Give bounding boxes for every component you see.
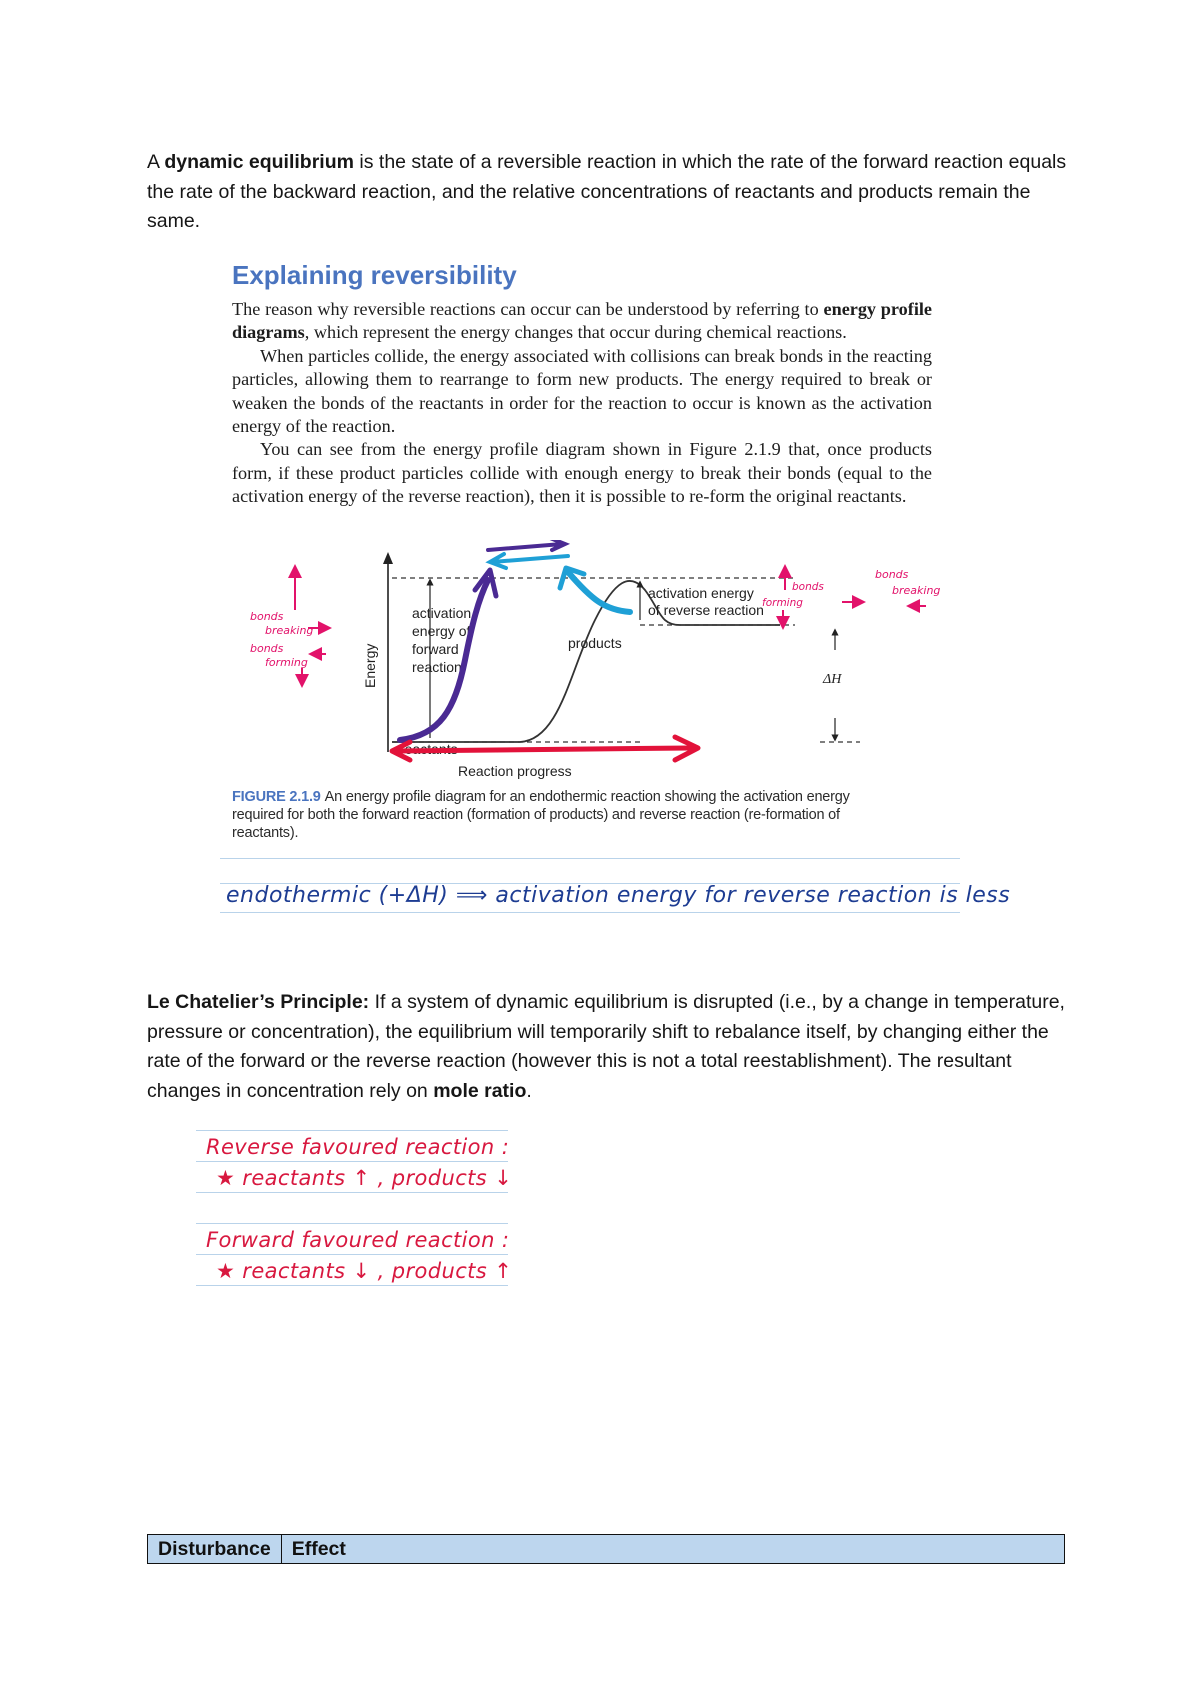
excerpt-paragraph-1 [232, 298, 932, 345]
red-note-rule-4 [196, 1223, 508, 1224]
excerpt-paragraph-2: When particles collide, the energy associated with collisions can break bonds in the reacting particles, allowing them to rearrange to form new products. The energy required to break or weaken the bonds of the reactants in order for the reaction to occur is known as the activation energy of the reaction. [232, 345, 932, 437]
x-axis-red-arrow [395, 748, 690, 751]
disturbance-effect-table [147, 1534, 1065, 1564]
le-chatelier-term: Le Chatelier’s Principle: [147, 991, 370, 1013]
header-effect: Effect [281, 1535, 1064, 1564]
note-forward-title: Forward favoured reaction : [206, 1228, 510, 1252]
note-reverse-title: Reverse favoured reaction : [206, 1135, 510, 1159]
annot-right-breaking: bonds breaking [875, 568, 941, 597]
le-chatelier-text: If a system of dynamic equilibrium is disrupted (i.e., by a change in temperature, pressure or concentration), the equilibrium will temporarily shift to rebalance itself, by changing either the rate of the forward or the reverse reaction (however this is not a total reestablishment). The resultant changes in concentration rely on [147, 991, 1065, 1102]
energy-profile-diagram [220, 540, 980, 780]
note-forward-detail: ★ reactants ↓ , products ↑ [216, 1259, 513, 1283]
header-disturbance: Disturbance [148, 1535, 282, 1564]
textbook-excerpt [232, 260, 932, 509]
intro-pre: A [147, 151, 165, 173]
excerpt-p1-bold: energy profile diagrams [232, 299, 932, 343]
le-chatelier-mole-ratio: mole ratio [433, 1079, 527, 1102]
forward-activation-label: activation energy of forward reaction [412, 605, 472, 675]
reverse-equilibrium-arrow [490, 554, 568, 568]
le-chatelier-paragraph [147, 988, 1067, 1106]
figure-number: FIGURE 2.1.9 [232, 789, 321, 805]
le-chatelier-end: . [526, 1079, 532, 1102]
table-header-row [148, 1535, 1065, 1564]
red-note-rule-5 [196, 1254, 508, 1255]
excerpt-heading: Explaining reversibility [232, 260, 517, 290]
products-label: products [568, 635, 622, 651]
note-rule-bottom [220, 912, 960, 913]
y-axis-label: Energy [362, 643, 378, 688]
x-axis-label: Reaction progress [458, 763, 572, 779]
annot-left-bottom: bonds forming [250, 642, 308, 669]
forward-equilibrium-arrow [488, 540, 565, 550]
figure-caption [232, 788, 872, 842]
delta-h-label: ΔH [823, 672, 842, 687]
note-reverse-detail: ★ reactants ↑ , products ↓ [216, 1166, 513, 1190]
intro-paragraph [147, 148, 1067, 237]
red-note-rule-2 [196, 1161, 508, 1162]
reverse-activation-label: activation energy of reverse reaction [648, 585, 764, 618]
red-note-rule-1 [196, 1130, 508, 1131]
red-note-rule-6 [196, 1285, 508, 1286]
intro-term: dynamic equilibrium [164, 151, 354, 173]
excerpt-p1-post: , which represent the energy changes that occur during chemical reactions. [304, 322, 847, 343]
excerpt-paragraph-3: You can see from the energy profile diagram shown in Figure 2.1.9 that, once products form, if these product particles collide with enough energy to break their bonds (equal to the activation energy of the reverse reaction), then it is possible to re-form the original reactants. [232, 439, 932, 507]
handwritten-note-endothermic: endothermic (+ΔH) ⟹ activation energy for reverse reaction is less [226, 883, 1011, 908]
intro-text: is the state of a reversible reaction in which the rate of the forward reaction equals the rate of the backward reaction, and the relative concentrations of reactants and products remain the same. [147, 151, 1067, 232]
annot-right-forming: bonds forming [762, 581, 824, 609]
annot-left-top: bonds breaking [250, 610, 314, 637]
note-rule-top [220, 858, 960, 859]
y-axis-arrowhead [383, 552, 393, 564]
excerpt-p1-pre: The reason why reversible reactions can occur can be understood by referring to [232, 299, 824, 319]
caption-text: An energy profile diagram for an endothermic reaction showing the activation energy required for both the forward reaction (formation of products) and reverse reaction (re-formation of reactants). [232, 789, 850, 841]
red-note-rule-3 [196, 1192, 508, 1193]
